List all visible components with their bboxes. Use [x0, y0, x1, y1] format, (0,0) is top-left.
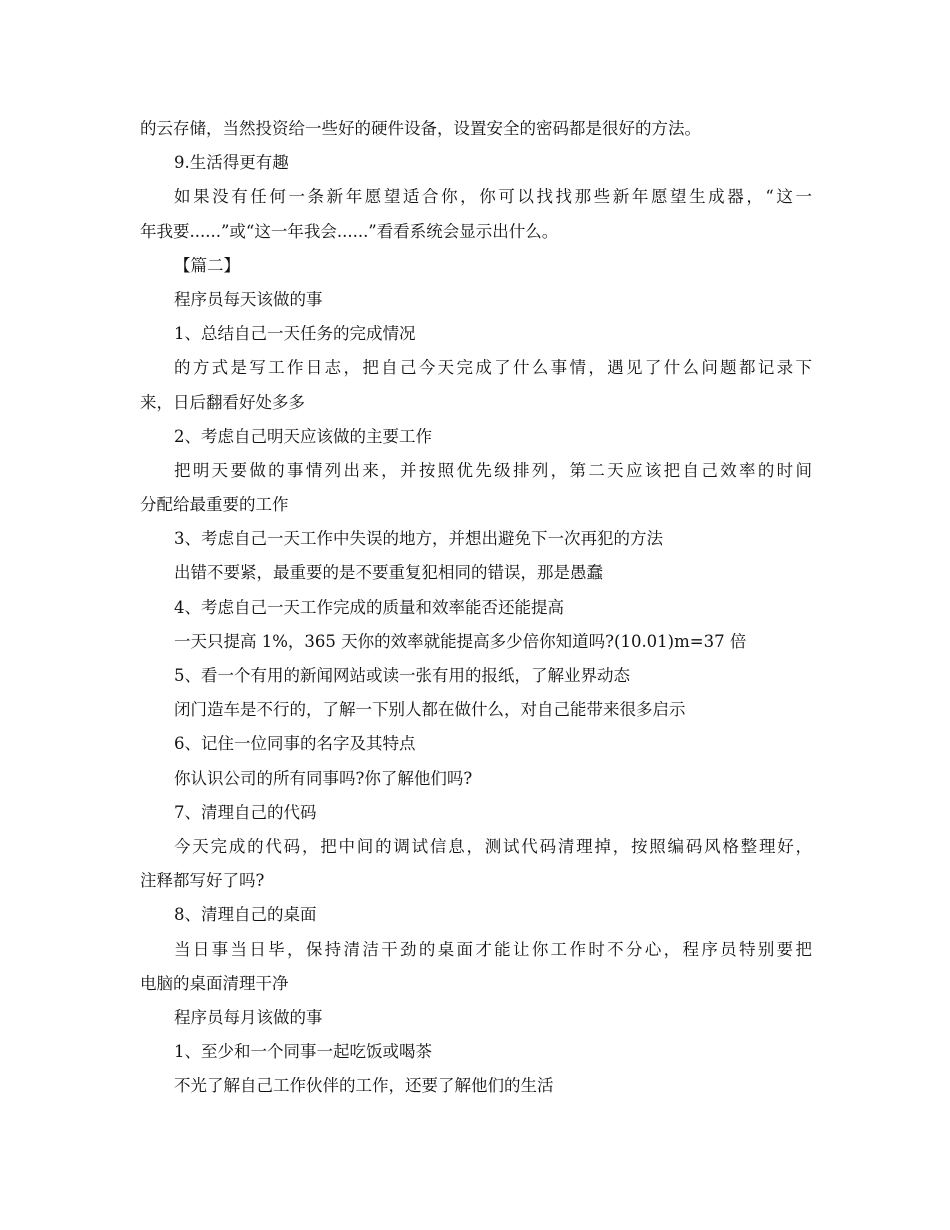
text-line: 1、至少和一个同事一起吃饭或喝茶 — [174, 1042, 432, 1062]
text-line: 6、记住一位同事的名字及其特点 — [174, 734, 416, 754]
text-line: 程序员每月该做的事 — [174, 1007, 323, 1027]
text-line: 【篇二】 — [174, 255, 240, 275]
text-line: 出错不要紧，最重要的是不要重复犯相同的错误，那是愚蠢 — [174, 563, 603, 583]
text-line: 9.生活得更有趣 — [174, 153, 289, 173]
text-line: 来，日后翻看好处多多 — [140, 392, 305, 412]
text-line: 的云存储，当然投资给一些好的硬件设备，设置安全的密码都是很好的方法。 — [140, 119, 701, 138]
text-line: 1、总结自己一天任务的完成情况 — [174, 324, 416, 344]
document-body — [140, 112, 812, 1103]
text-line: 4、考虑自己一天工作完成的质量和效率能否还能提高 — [174, 597, 564, 617]
text-line: 3、考虑自己一天工作中失误的地方，并想出避免下一次再犯的方法 — [174, 529, 663, 549]
text-line: 年我要......”或“这一年我会......”看看系统会显示出什么。 — [140, 221, 559, 241]
text-line: 如果没有任何一条新年愿望适合你，你可以找找那些新年愿望生成器，“这一 — [174, 187, 812, 207]
text-line: 一天只提高 1%，365 天你的效率就能提高多少倍你知道吗?(10.01)m=37 倍 — [174, 631, 747, 651]
text-line: 8、清理自己的桌面 — [174, 905, 317, 925]
text-line: 把明天要做的事情列出来，并按照优先级排列，第二天应该把自己效率的时间 — [174, 460, 812, 480]
text-line: 当日事当日毕，保持清洁干劲的桌面才能让你工作时不分心，程序员特别要把 — [174, 939, 812, 959]
text-line: 电脑的桌面清理干净 — [140, 973, 289, 993]
text-line: 程序员每天该做的事 — [174, 289, 323, 309]
text-line: 今天完成的代码，把中间的调试信息，测试代码清理掉，按照编码风格整理好， — [174, 836, 812, 856]
text-line: 注释都写好了吗? — [140, 871, 265, 891]
text-line: 你认识公司的所有同事吗?你了解他们吗? — [174, 768, 473, 788]
text-line: 2、考虑自己明天应该做的主要工作 — [174, 426, 432, 446]
text-line: 闭门造车是不行的，了解一下别人都在做什么，对自己能带来很多启示 — [174, 700, 686, 720]
text-line: 7、清理自己的代码 — [174, 802, 317, 822]
text-line: 的方式是写工作日志，把自己今天完成了什么事情，遇见了什么问题都记录下 — [174, 358, 812, 378]
text-line: 分配给最重要的工作 — [140, 495, 289, 515]
text-line: 不光了解自己工作伙伴的工作，还要了解他们的生活 — [174, 1076, 554, 1096]
text-line: 5、看一个有用的新闻网站或读一张有用的报纸，了解业界动态 — [174, 666, 630, 685]
